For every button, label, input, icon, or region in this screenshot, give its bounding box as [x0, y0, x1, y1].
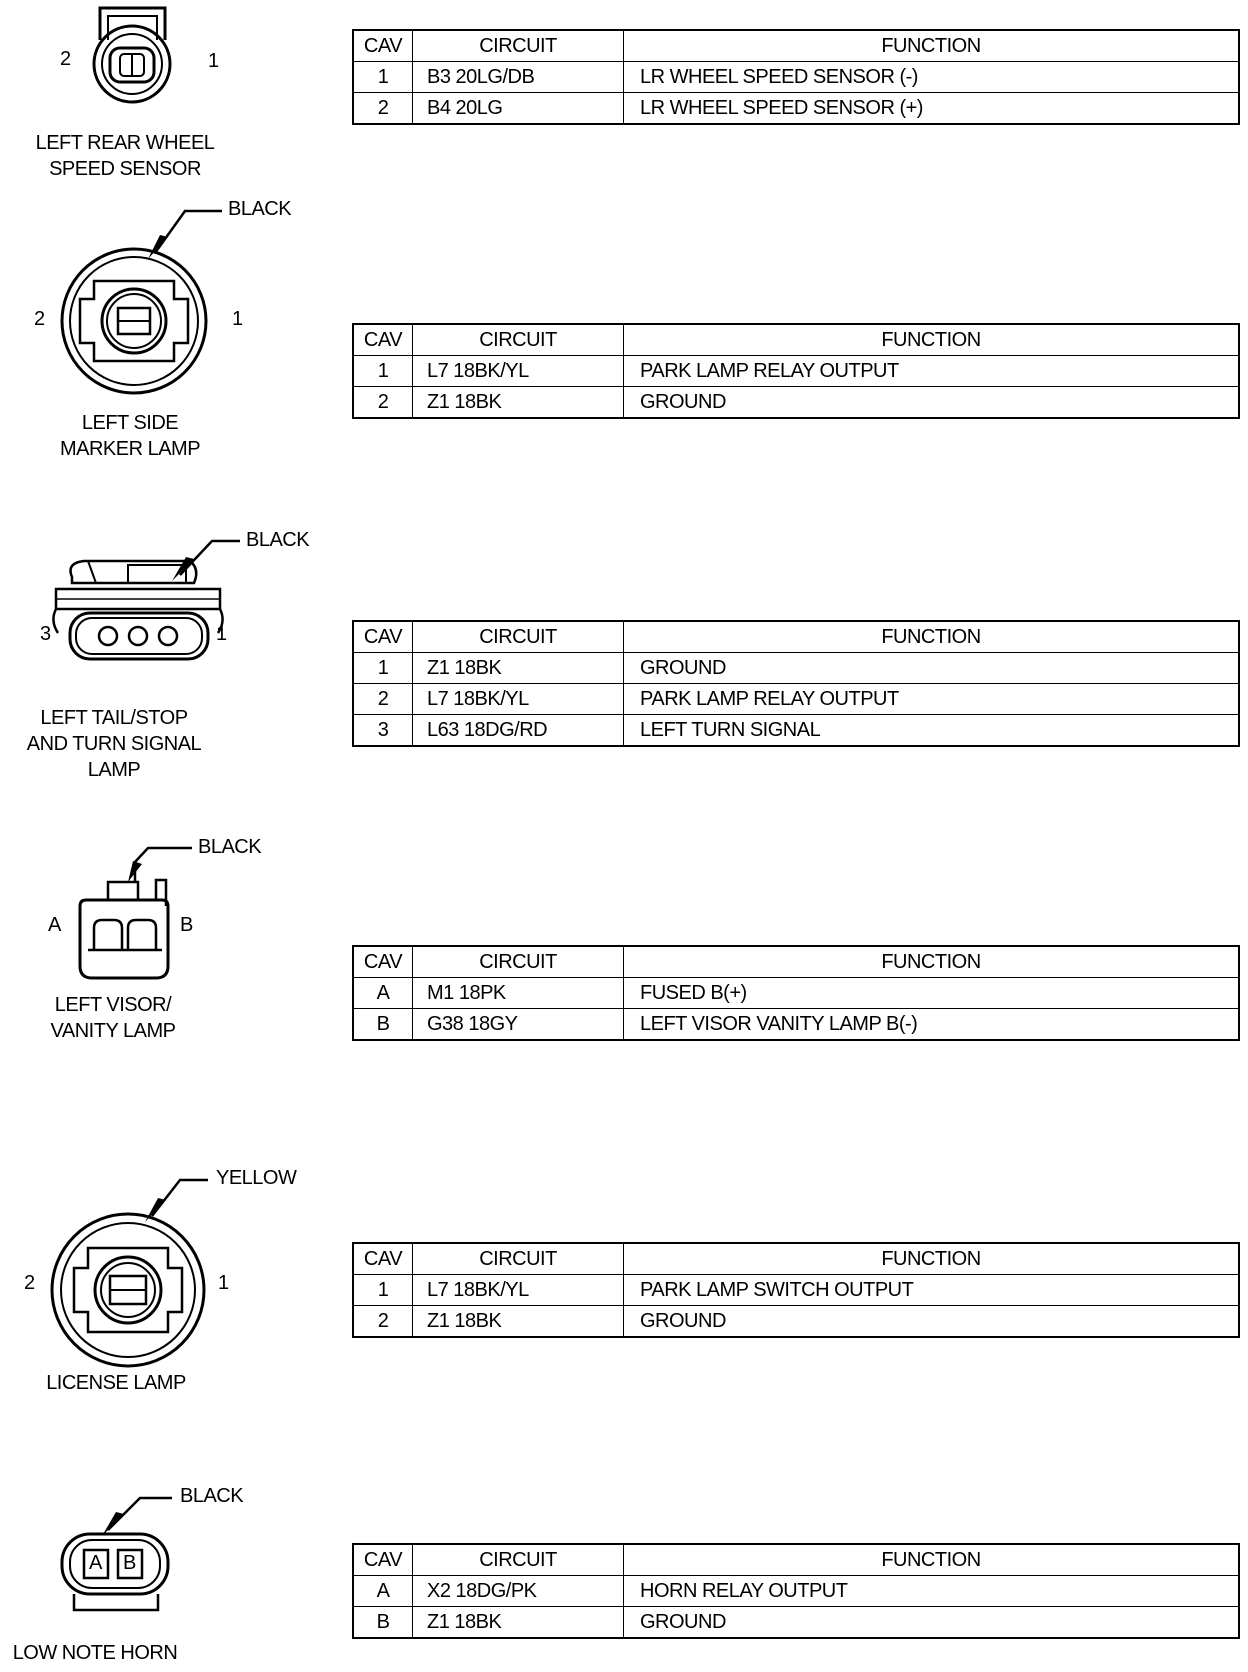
- cell-cav: 3: [353, 715, 413, 747]
- table-row: [353, 684, 1239, 715]
- cell-circuit: B3 20LG/DB: [413, 62, 624, 93]
- cell-function: GROUND: [624, 1306, 1240, 1338]
- connector-name: LEFT SIDE MARKER LAMP: [59, 412, 201, 460]
- cell-cav: 2: [353, 387, 413, 419]
- connector-license-lamp: [0, 1160, 1248, 1410]
- table-row: [353, 1275, 1239, 1306]
- cell-function: PARK LAMP RELAY OUTPUT: [624, 356, 1240, 387]
- table-row: [353, 93, 1239, 125]
- cell-cav: 2: [353, 93, 413, 125]
- cell-cav: 2: [353, 1306, 413, 1338]
- pin-label-right: 1: [218, 1272, 230, 1294]
- cavity-table: [352, 29, 1240, 125]
- pin-label-a: A: [89, 1552, 103, 1574]
- table-row: [353, 715, 1239, 747]
- table-row: [353, 62, 1239, 93]
- header-cav: CAV: [353, 946, 413, 978]
- cell-function: LR WHEEL SPEED SENSOR (-): [624, 62, 1240, 93]
- cell-function: HORN RELAY OUTPUT: [624, 1576, 1240, 1607]
- header-function: FUNCTION: [624, 946, 1240, 978]
- cell-circuit: B4 20LG: [413, 93, 624, 125]
- cavity-table: [352, 945, 1240, 1041]
- cavity-table: [352, 620, 1240, 747]
- cell-cav: 1: [353, 62, 413, 93]
- connector-name: LEFT REAR WHEEL SPEED SENSOR: [35, 132, 215, 180]
- connector-left-rear-wheel-speed-sensor: [0, 0, 1248, 190]
- cell-circuit: X2 18DG/PK: [413, 1576, 624, 1607]
- table-row: [353, 1607, 1239, 1639]
- pin-label-left: 3: [40, 623, 52, 645]
- pin-label-right: 1: [216, 623, 228, 645]
- cell-cav: 2: [353, 684, 413, 715]
- cell-function: GROUND: [624, 1607, 1240, 1639]
- wire-color-label: BLACK: [180, 1485, 244, 1507]
- cell-circuit: M1 18PK: [413, 978, 624, 1009]
- cell-cav: 1: [353, 356, 413, 387]
- connector-name: LOW NOTE HORN: [12, 1642, 178, 1664]
- cell-cav: A: [353, 1576, 413, 1607]
- table-row: [353, 387, 1239, 419]
- cell-cav: B: [353, 1607, 413, 1639]
- cell-function: PARK LAMP RELAY OUTPUT: [624, 684, 1240, 715]
- cell-circuit: L63 18DG/RD: [413, 715, 624, 747]
- cell-function: LR WHEEL SPEED SENSOR (+): [624, 93, 1240, 125]
- table-row: [353, 356, 1239, 387]
- header-circuit: CIRCUIT: [413, 30, 624, 62]
- connector-name: LICENSE LAMP: [46, 1372, 186, 1394]
- pin-label-left: A: [48, 914, 62, 936]
- cell-circuit: Z1 18BK: [413, 1607, 624, 1639]
- header-circuit: CIRCUIT: [413, 1243, 624, 1275]
- header-function: FUNCTION: [624, 1544, 1240, 1576]
- cell-cav: 1: [353, 653, 413, 684]
- cavity-table: [352, 1543, 1240, 1639]
- cell-circuit: Z1 18BK: [413, 387, 624, 419]
- wire-color-label: BLACK: [228, 198, 292, 220]
- table-row: [353, 1306, 1239, 1338]
- table-row: [353, 1576, 1239, 1607]
- cell-circuit: L7 18BK/YL: [413, 356, 624, 387]
- cell-circuit: L7 18BK/YL: [413, 1275, 624, 1306]
- header-cav: CAV: [353, 1544, 413, 1576]
- table-header-row: [353, 1544, 1239, 1576]
- table-header-row: [353, 1243, 1239, 1275]
- table-header-row: [353, 324, 1239, 356]
- table-header-row: [353, 946, 1239, 978]
- connector-left-side-marker-lamp: [0, 195, 1248, 465]
- header-function: FUNCTION: [624, 1243, 1240, 1275]
- pin-label-left: 2: [60, 48, 72, 70]
- header-circuit: CIRCUIT: [413, 621, 624, 653]
- table-header-row: [353, 621, 1239, 653]
- pin-label-right: 1: [232, 308, 244, 330]
- table-row: [353, 653, 1239, 684]
- header-circuit: CIRCUIT: [413, 1544, 624, 1576]
- pin-label-left: 2: [24, 1272, 36, 1294]
- pin-label-right: B: [180, 914, 194, 936]
- connector-left-visor-vanity-lamp: [0, 828, 1248, 1068]
- header-function: FUNCTION: [624, 324, 1240, 356]
- header-circuit: CIRCUIT: [413, 946, 624, 978]
- header-cav: CAV: [353, 324, 413, 356]
- cell-function: LEFT VISOR VANITY LAMP B(-): [624, 1009, 1240, 1041]
- table-row: [353, 978, 1239, 1009]
- cell-cav: 1: [353, 1275, 413, 1306]
- header-cav: CAV: [353, 621, 413, 653]
- cell-cav: A: [353, 978, 413, 1009]
- wire-color-label: BLACK: [198, 836, 262, 858]
- cell-function: FUSED B(+): [624, 978, 1240, 1009]
- header-function: FUNCTION: [624, 30, 1240, 62]
- table-header-row: [353, 30, 1239, 62]
- cell-function: PARK LAMP SWITCH OUTPUT: [624, 1275, 1240, 1306]
- header-cav: CAV: [353, 1243, 413, 1275]
- cell-circuit: L7 18BK/YL: [413, 684, 624, 715]
- cavity-table: [352, 1242, 1240, 1338]
- table-row: [353, 1009, 1239, 1041]
- cell-function: GROUND: [624, 653, 1240, 684]
- cell-function: LEFT TURN SIGNAL: [624, 715, 1240, 747]
- pin-label-left: 2: [34, 308, 46, 330]
- wire-color-label: BLACK: [246, 529, 310, 551]
- connector-low-note-horn: [0, 1480, 1248, 1672]
- cell-circuit: Z1 18BK: [413, 653, 624, 684]
- cell-function: GROUND: [624, 387, 1240, 419]
- cell-cav: B: [353, 1009, 413, 1041]
- cavity-table: [352, 323, 1240, 419]
- connector-name: LEFT VISOR/ VANITY LAMP: [50, 994, 176, 1042]
- pin-label-right: 1: [208, 50, 220, 72]
- cell-circuit: G38 18GY: [413, 1009, 624, 1041]
- connector-name: LEFT TAIL/STOP AND TURN SIGNAL LAMP: [26, 707, 202, 781]
- cell-circuit: Z1 18BK: [413, 1306, 624, 1338]
- header-cav: CAV: [353, 30, 413, 62]
- header-function: FUNCTION: [624, 621, 1240, 653]
- header-circuit: CIRCUIT: [413, 324, 624, 356]
- connector-left-tail-stop-turn-signal-lamp: [0, 525, 1248, 781]
- wire-color-label: YELLOW: [216, 1167, 297, 1189]
- pin-label-b: B: [123, 1552, 137, 1574]
